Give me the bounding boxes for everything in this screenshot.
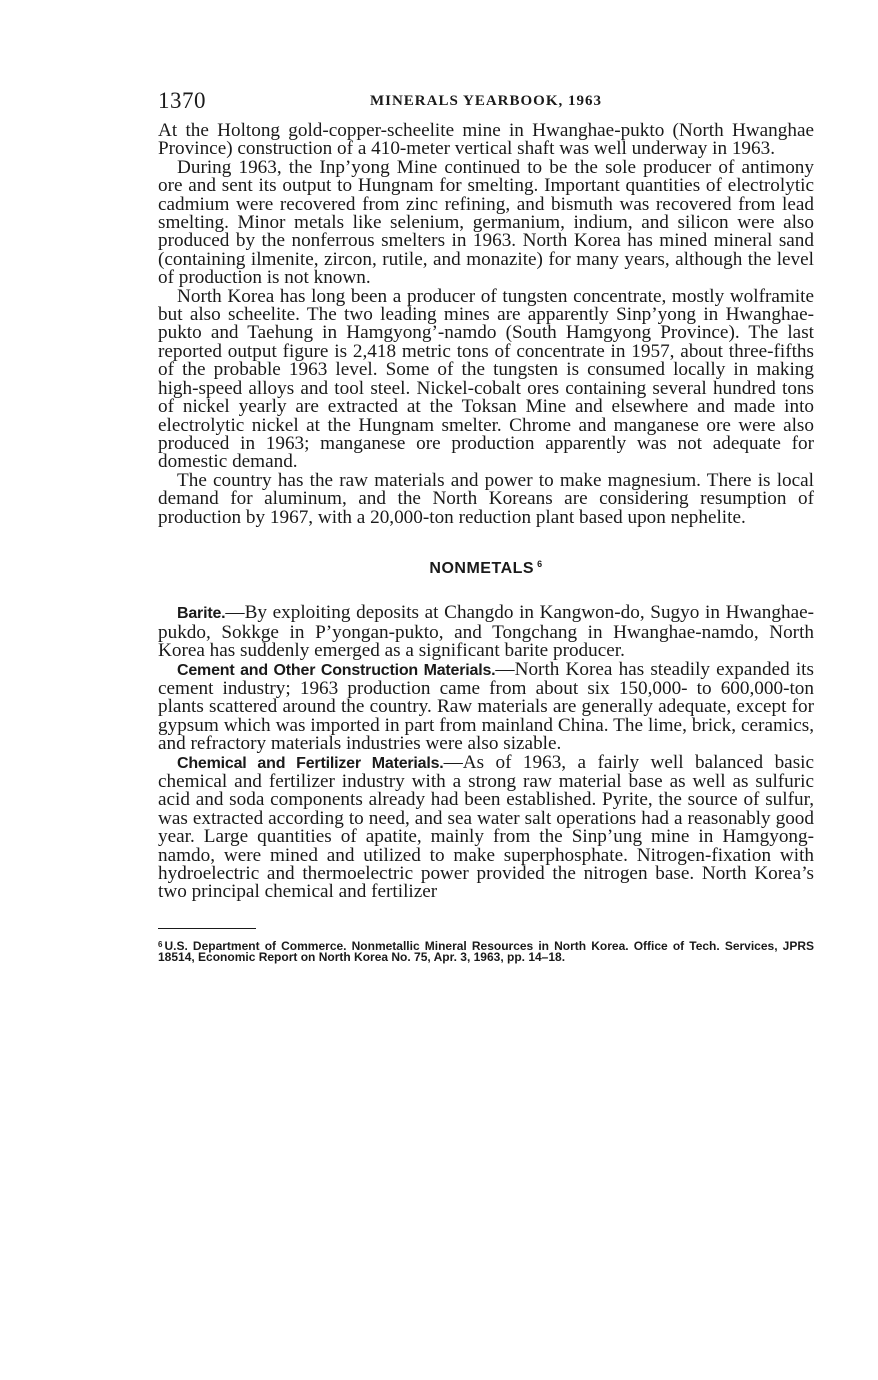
entry-heading-barite: Barite. bbox=[177, 605, 226, 623]
paragraph-tungsten: North Korea has long been a producer of tungsten concentrate, mostly wolframite but also scheelite. The two leading mines are apparently Sinp’yong in Hwanghae-pukto and Taehung in Hamgyong’-namdo (South Hamgyong Province). The last reported output figure is 2,418 metric tons of concentrate in 1957, about three-fifths of the probable 1963 level. Some of the tungsten is consumed locally in making high-speed alloys and tool steel. Nickel-cobalt ores containing several hundred tons of nickel yearly are extracted at the Toksan Mine and elsewhere and made into electrolytic nickel at the Hungnam smelter. Chrome and manganese ore were also produced in 1963; manganese ore production apparently was not adequate for domestic demand. bbox=[158, 285, 814, 473]
footnote bbox=[158, 939, 814, 964]
section-heading-text: NONMETALS bbox=[429, 559, 535, 577]
page-number: 1370 bbox=[158, 88, 206, 113]
paragraph-holtong: At the Holtong gold-copper-scheelite mine in Hwanghae-pukto (North Hwanghae Province) construction of a 410-meter vertical shaft was well underway in 1963. bbox=[158, 120, 814, 160]
entry-text-barite: —By exploiting deposits at Changdo in Kangwon-do, Sugyo in Hwanghae-pukdo, Sokkge in P’yongan-pukto, and Tongchang in Hwanghae-namdo, North Korea has suddenly emerged as a significant barite producer. bbox=[158, 602, 814, 662]
footnote-reference: 6 bbox=[537, 558, 543, 569]
entry-heading-chemical: Chemical and Fertilizer Materials. bbox=[177, 754, 444, 772]
article-body bbox=[158, 122, 814, 902]
entry-cement bbox=[158, 658, 814, 755]
entry-barite bbox=[158, 604, 814, 660]
footnote-marker: 6 bbox=[158, 939, 163, 949]
paragraph-magnesium: The country has the raw materials and power to make magnesium. There is local demand for aluminum, and the North Koreans are considering resumption of production by 1967, with a 20,000-ton reduction plant based upon nephelite. bbox=[158, 469, 814, 528]
section-heading-nonmetals bbox=[158, 555, 814, 578]
entry-chemical bbox=[158, 751, 815, 903]
running-title: MINERALS YEARBOOK, 1963 bbox=[369, 93, 603, 109]
footnote-text: U.S. Department of Commerce. Nonmetallic Mineral Resources in North Korea. Office of Tech. Services, JPRS 18514, Economic Report on North Korea No. 75, Apr. 3, 1963, pp. 14–18. bbox=[158, 938, 814, 965]
entry-text-cement: —North Korea has steadily expanded its cement industry; 1963 production came from about six 150,000- to 600,000-ton plants scattered around the country. Raw materials are generally adequate, except for gypsum which was imported in part from mainland China. The lime, brick, ceramics, and refractory materials industries were also sizable. bbox=[158, 658, 814, 755]
running-head bbox=[158, 88, 814, 122]
entry-heading-cement: Cement and Other Construction Materials. bbox=[177, 661, 496, 679]
document-page bbox=[158, 88, 814, 976]
paragraph-antimony: During 1963, the Inp’yong Mine continued to be the sole producer of antimony ore and sent its output to Hungnam for smelting. Important quantities of electrolytic cadmium were recovered from zinc refining, and bismuth was recovered from lead smelting. Minor metals like selenium, germanium, indium, and silicon were also produced by the nonferrous smelters in 1963. North Korea has mined mineral sand (containing ilmenite, zircon, rutile, and monazite) for many years, although the level of production is not known. bbox=[158, 156, 814, 289]
entry-text-chemical: —As of 1963, a fairly well balanced basic chemical and fertilizer industry with a strong raw material base as well as sulfuric acid and soda components already had been established. Pyrite, the source of sulfur, was extracted according to need, and sea water salt operations had a reasonably good year. Large quantities of apatite, mainly from the Sinp’ung mine in Hamgyong-namdo, were mined and utilized to make superphosphate. Nitrogen-fixation with hydroelectric and thermoelectric power provided the nitrogen base. North Korea’s two principal chemical and fertilizer bbox=[158, 751, 815, 903]
footnote-divider bbox=[158, 928, 256, 929]
